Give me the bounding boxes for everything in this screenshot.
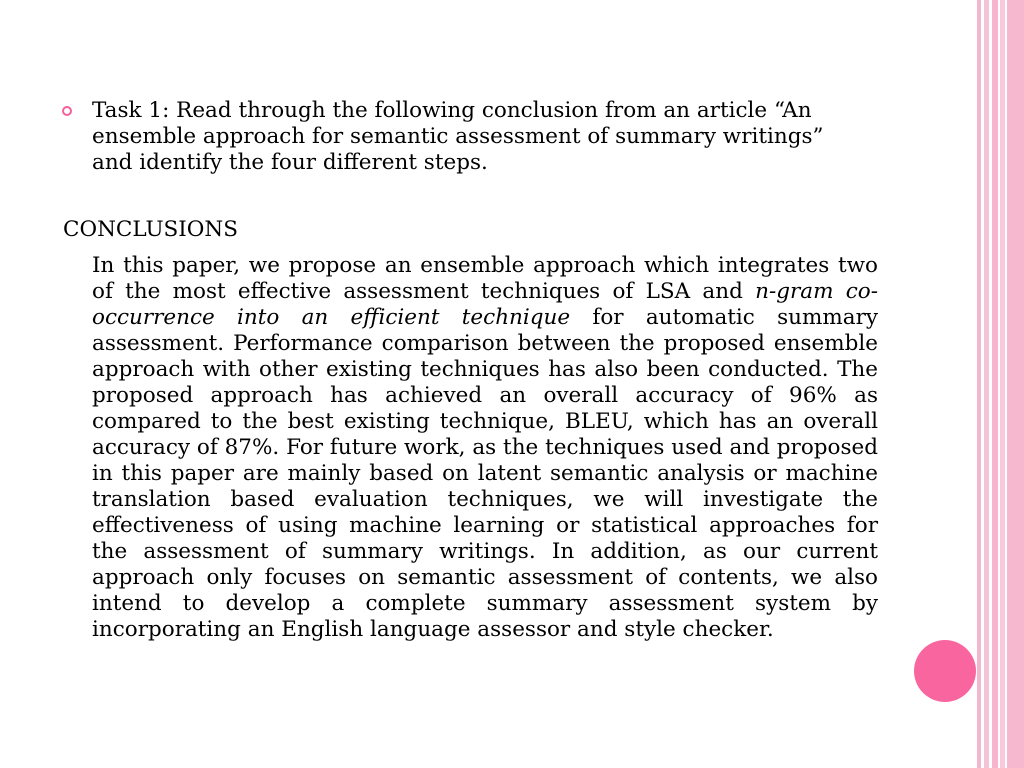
- ring-bullet-icon: [62, 106, 72, 116]
- paragraph-italic-phrase: n-gram co-occurrence into an efficient technique: [92, 279, 878, 330]
- decorative-stripe: [984, 0, 989, 768]
- decorative-stripe: [1000, 0, 1005, 768]
- paragraph-text-end: for automatic summary assessment. Performance comparison between the proposed ensemble approach with other existing techniques has also been conducted. The proposed approach has achieved an overall accuracy of 96% as compared to the best existing technique, BLEU, which has an overall accuracy of 87%. For future work, as the techniques used and proposed in this paper are mainly based on latent semantic analysis or machine translation based evaluation techniques, we will investigate the effectiveness of using machine learning or statistical approaches for the assessment of summary writings. In addition, as our current approach only focuses on semantic assessment of contents, we also intend to develop a complete summary assessment system by incorporating an English language assessor and style checker.: [92, 305, 878, 642]
- paragraph-text-start: In this paper, we propose an ensemble approach which integrates two of the most effective assessment techniques of LSA and: [92, 253, 878, 304]
- decorative-stripe: [1007, 0, 1024, 768]
- conclusion-paragraph: [92, 253, 878, 643]
- decorative-stripe: [992, 0, 998, 768]
- task-instruction: Task 1: Read through the following conclusion from an article “An ensemble approach for semantic assessment of summary writings” and identify the four different steps.: [92, 98, 824, 175]
- task-bullet-item: [62, 98, 862, 176]
- decorative-stripe: [977, 0, 981, 768]
- section-heading: CONCLUSIONS: [63, 217, 238, 242]
- decorative-circle: [914, 640, 976, 702]
